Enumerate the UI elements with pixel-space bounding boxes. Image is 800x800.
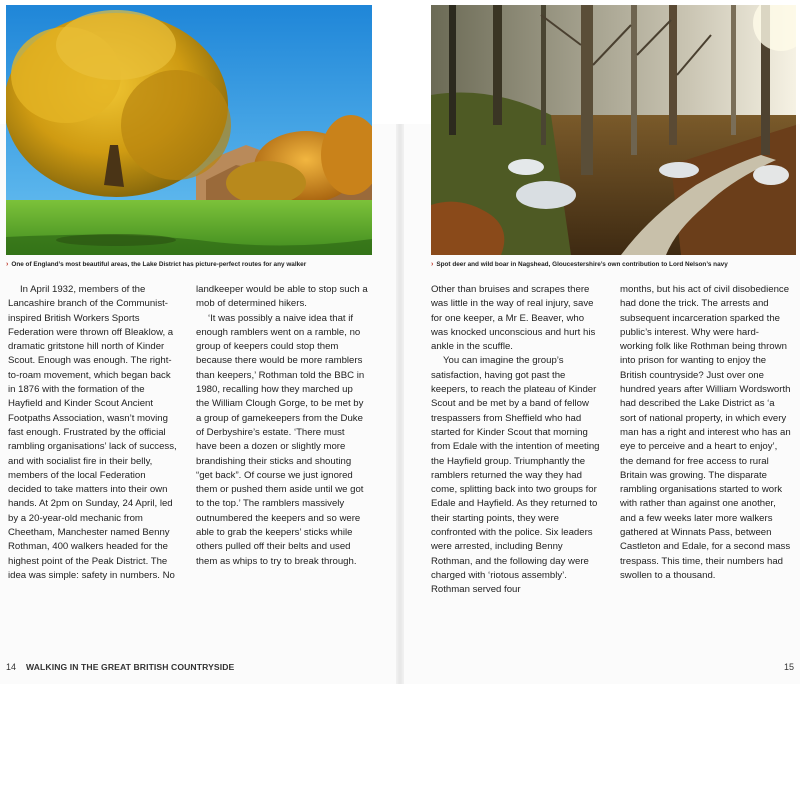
paragraph: ‘It was possibly a naive idea that if enough ramblers went on a ramble, no group of keepers could stop them because there would be more ramblers than keepers,’ Rothman told the BBC in 1980, recalling how they marched up the William Clough Gorge, to be met by a group of gamekeepers from the Duke of Derbyshire’s estate. ‘There must have been a dozen or slightly more brandishing their sticks and shouting “get back”. Of course we just ignored them or pushed them aside until we got to the top.’ The ramblers massively outnumbered the keepers and so were able to grab the keepers’ sticks while others pulled off their belts and used them as whips to try to break through.: [196, 312, 365, 567]
right-folio: [784, 662, 794, 672]
paragraph: Other than bruises and scrapes there was little in the way of real injury, save for one keeper, a Mr E. Beaver, who was knocked unconscious and hurt his ankle in the scuffle.: [431, 284, 596, 353]
lake-district-photo: [6, 5, 372, 255]
caption-arrow-icon: ›: [431, 261, 434, 268]
right-caption-text: Spot deer and wild boar in Nagshead, Gloucestershire’s own contribution to Lord Nelson’s navy: [436, 261, 728, 268]
book-gutter: [396, 124, 404, 684]
left-caption-text: One of England’s most beautiful areas, the Lake District has picture-perfect routes for any walker: [11, 261, 307, 268]
paragraph: months, but his act of civil disobedience had done the trick. The arrests and subsequent incarceration sparked the public’s interest. Why were hard-working folk like Rothman being thrown into prison for wanting to enjoy the British countryside? Just over one hundred years after William Wordsworth had described the Lake District as ‘a sort of national property, in which every man has a right and interest who has an eye to perceive and a heart to enjoy’, the demand for free access to rural Britain was growing. The disparate rambling organisations started to work with rather than against one another, and a few weeks later more walkers gathered at Winnats Pass, between Castleton and Edale, for a second mass trespass. This time, their numbers had swollen to a thousand.: [620, 284, 791, 581]
page-number: 15: [784, 662, 795, 672]
right-photo-caption: [431, 261, 728, 268]
text-column-3: [431, 283, 603, 598]
left-photo-caption: [6, 261, 306, 268]
page-number: 14: [6, 662, 17, 672]
paragraph: You can imagine the group’s satisfaction, having got past the keepers, to reach the plateau of Kinder Scout and be met by a band of fellow trespassers from Sheffield who had started for Kinder Scout that morning from Edale with the intention of meeting the Hayfield group. Triumphantly the ramblers returned the way they had come, splitting back into two groups for Edale and Hayfield. As they returned to their starting points, they were confronted with the police. Six leaders were arrested, including Benny Rothman, and the following day were charged with ‘riotous assembly’. Rothman served four: [431, 355, 600, 596]
paragraph: landkeeper would be able to stop such a mob of determined hikers.: [196, 284, 368, 310]
caption-arrow-icon: ›: [6, 261, 9, 268]
paragraph: In April 1932, members of the Lancashire branch of the Communist-inspired British Workers Sports Federation were thrown off Bleaklow, a dramatic gritstone hill north of Kinder Scout. Enough was enough. The right-to-roam movement, which began back in 1876 with the formation of the Hayfield and Kinder Scout Ancient Footpaths Association, wasn’t moving fast enough. Frustrated by the official rambling organisations’ lack of success, and with socialist fire in their belly, members of the local Federation decided to take matters into their own hands. At 2pm on Sunday, 24 April, led by a 20-year-old mechanic from Cheetham, Manchester named Benny Rothman, 400 walkers headed for the highest point of the Peak District. The idea was simple: safety in numbers. No: [8, 284, 177, 581]
text-column-4: [620, 283, 792, 583]
nagshead-forest-photo: [431, 5, 796, 255]
text-column-1: [8, 283, 180, 583]
running-title: WALKING IN THE GREAT BRITISH COUNTRYSIDE: [26, 662, 235, 672]
left-folio: [6, 662, 234, 672]
text-column-2: [196, 283, 368, 569]
